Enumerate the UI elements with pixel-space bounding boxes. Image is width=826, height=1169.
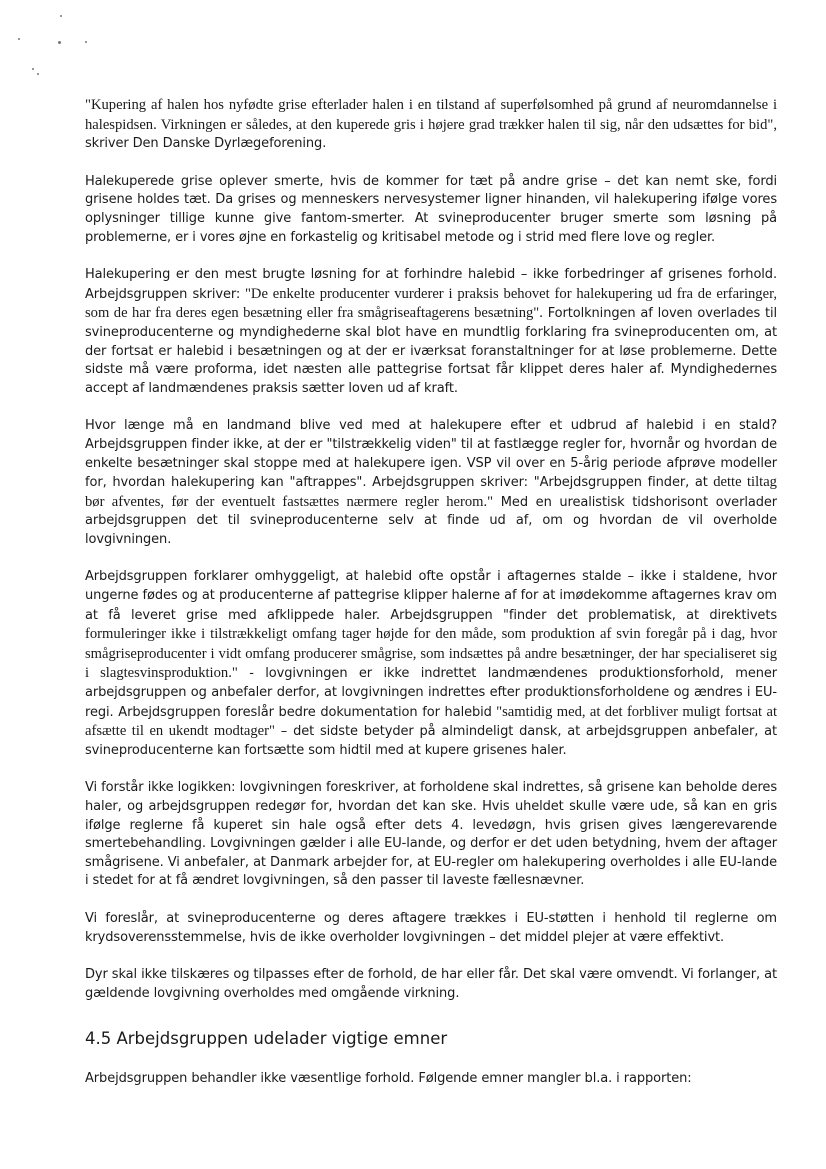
- quoted-text: formuleringer ikke i tilstrækkeligt omfang tager højde for den måde, som produktion af svin foregår på i dag, hvor smågriseproducenter i vidt omfang producerer smågrise, som indsættes på andre besætninger, der har specialiseret sig i slagtesvinsproduktion.": [85, 626, 777, 682]
- scan-speck: [18, 38, 20, 40]
- paragraph: [85, 910, 777, 947]
- body-text: Halekuperede grise oplever smerte, hvis de kommer for tæt på andre grise – det kan nemt ske, fordi grisene holdes tæt. Da grises og menneskers nervesystemer ligner hinanden, vil halekupering ifølge vores oplysninger tillige kunne give fantom-smerter. At svineproducenter bruger smerte som løsning på problemerne, er i vores øjne en forkastelig og kritisabel metode og i strid med flere love og regler.: [85, 173, 777, 245]
- quoted-text: dette tiltag bør afventes, før der eventuelt fastsættes nærmere regler herom.": [85, 474, 777, 510]
- body-text: Arbejdsgruppen forklarer omhyggeligt, at halebid ofte opstår i aftagernes stalde – ikke i staldene, hvor ungerne fødes og at producenterne af pattegrise klipper halerne af for at imødekomme aftagernes krav om at få leveret grise med afklippede haler. Arbejdsgruppen "finder det problematisk, at direktivets: [85, 569, 777, 623]
- closing-paragraph: Arbejdsgruppen behandler ikke væsentlige forhold. Følgende emner mangler bl.a. i rapporten:: [85, 1071, 692, 1087]
- paragraph: [85, 966, 777, 1003]
- section-heading: 4.5 Arbejdsgruppen udelader vigtige emner: [85, 1029, 448, 1049]
- body-text: Fortolkningen af loven overlades til svineproducenterne og myndighederne skal blot have en mundtlig forklaring fra svineproducenten om, at der fortsat er halebid i besætningen og at der er iværksat foranstaltninger for at løse problemerne. Dette sidste må være proforma, idet næsten alle pattegrise fortsat får klippet deres haler af. Myndighedernes accept af landmændenes praksis sætter loven ud af kraft.: [85, 306, 777, 396]
- scan-speck: [60, 15, 62, 17]
- quoted-text: "samtidig med, at det forbliver muligt fortsat at afsætte til en ukendt modtager": [85, 703, 777, 740]
- scan-speck: [58, 41, 61, 44]
- body-text: Halekupering er den mest brugte løsning for at forhindre halebid – ikke forbedringer af grisenes forhold. Arbejdsgruppen skriver:: [85, 267, 777, 302]
- scan-speck: [32, 68, 34, 70]
- body-text: – det sidste betyder på almindeligt dansk, at arbejdsgruppen anbefaler, at svineproducenterne kan fortsætte som hidtil med at kupere grisenes haler.: [85, 724, 777, 758]
- paragraph: [85, 417, 777, 549]
- body-text: Med en urealistisk tidshorisont overlader arbejdsgruppen det til svineproducenterne selv at finde ud af, om og hvordan de vil overholde lovgivningen.: [85, 494, 777, 547]
- body-text: Hvor længe må en landmand blive ved med at halekupere efter et udbrud af halebid i en stald? Arbejdsgruppen finder ikke, at der er "tilstrækkelig viden" til at fastlægge regler for, hvornår og hvordan de enkelte besætninger skal stoppe med at halekupere igen. VSP vil over en 5-årig periode afprøve modeller for, hvordan halekupering kan "aftrappes". Arbejdsgruppen skriver: "Arbejdsgruppen finder, at: [85, 418, 777, 491]
- quoted-text: "Kupering af halen hos nyfødte grise efterlader halen i en tilstand af superfølsomhed på grund af neuromdannelse i halespidsen. Virkningen er således, at den kuperede gris i højere grad trækker halen til sig, når den udsættes for bid",: [85, 97, 777, 133]
- document-body: [85, 96, 777, 1108]
- paragraph: [85, 266, 777, 398]
- paragraph: [85, 779, 777, 891]
- paragraph: [85, 96, 777, 154]
- body-text: skriver Den Danske Dyrlægeforening.: [85, 136, 327, 152]
- paragraph-list: [85, 96, 777, 1003]
- body-text: Vi forstår ikke logikken: lovgivningen foreskriver, at forholdene skal indrettes, så grisene kan beholde deres haler, og arbejdsgruppen redegør for, hvordan det kan ske. Hvis uheldet skulle være ude, så kan en gris ifølge reglerne få kuperet sin hale også efter dets 4. levedøgn, hvis grisen gives længerevarende smertebehandling. Lovgivningen gælder i alle EU-lande, og derfor er det uden betydning, hvem der aftager smågrisene. Vi anbefaler, at Danmark arbejder for, at EU-regler om halekupering overholdes i alle EU-lande i stedet for at få ændret lovgivningen, så den passer til laveste fællesnævner.: [85, 780, 777, 889]
- paragraph: [85, 568, 777, 760]
- paragraph: [85, 173, 777, 247]
- body-text: Vi foreslår, at svineproducenterne og deres aftagere trækkes i EU-støtten i henhold til reglerne om krydsoverensstemmelse, hvis de ikke overholder lovgivningen – det middel plejer at være effektivt.: [85, 910, 777, 945]
- body-text: - lovgivningen er ikke indrettet landmændenes produktionsforhold, mener arbejdsgruppen og anbefaler derfor, at lovgivningen indrettes efter produktionsforholdene og ændres i EU-regi. Arbejdsgruppen foreslår bedre dokumentation for halebid: [85, 666, 777, 720]
- scan-speck: [85, 41, 87, 43]
- scan-speck: [37, 73, 39, 75]
- quoted-text: "De enkelte producenter vurderer i praksis behovet for halekupering ud fra de erfaringer, som de har fra deres egen besætning eller fra smågriseaftagerens besætning".: [85, 285, 777, 322]
- body-text: Dyr skal ikke tilskæres og tilpasses efter de forhold, de har eller får. Det skal være omvendt. Vi forlanger, at gældende lovgivning overholdes med omgående virkning.: [85, 967, 777, 1001]
